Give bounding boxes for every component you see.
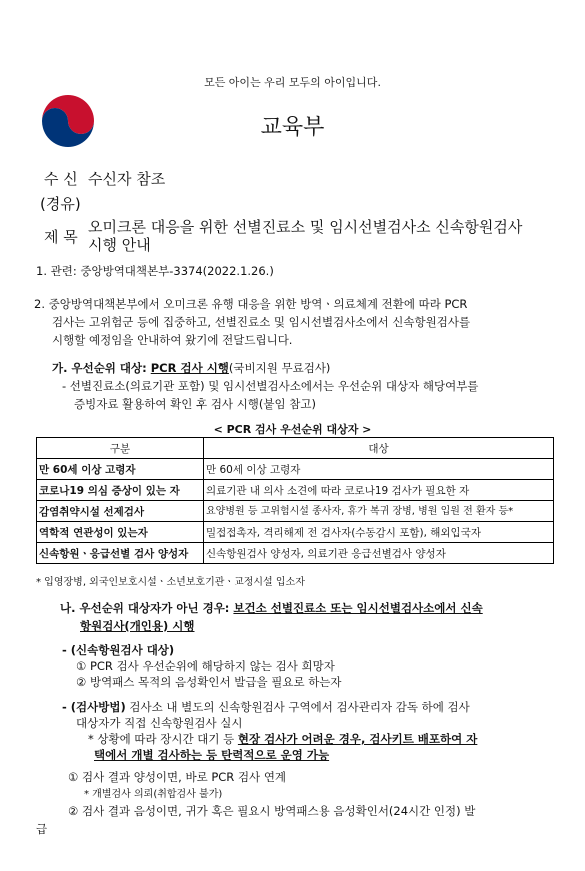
table-row <box>37 459 554 480</box>
subject-line-2: 시행 안내 <box>88 236 151 254</box>
result-negative-line-2: 급 <box>36 822 48 836</box>
section-ga-prefix: 가. 우선순위 대상: <box>52 361 151 375</box>
test-method-text: 검사소 내 별도의 신속항원검사 구역에서 검사관리자 감독 하에 검사 <box>125 700 470 714</box>
section-na-heading <box>60 599 483 617</box>
test-method-note-prefix: * 상황에 따라 장시간 대기 등 <box>88 732 238 746</box>
table-header-row <box>37 438 554 459</box>
table-cell-category: 코로나19 의심 증상이 있는 자 <box>37 480 204 501</box>
rapid-test-target-1: ① PCR 검사 우선순위에 해당하지 않는 검사 희망자 <box>76 659 335 673</box>
item2-line-2: 검사는 고위험군 등에 집중하고, 선별진료소 및 임시선별검사소에서 신속항원검사를 <box>52 315 471 329</box>
recipient-value: 수신자 참조 <box>88 170 166 188</box>
table-title: < PCR 검사 우선순위 대상자 > <box>213 423 372 436</box>
test-method-note-emphasis-2: 택에서 개별 검사하는 등 탄력적으로 운영 가능 <box>94 748 330 762</box>
table-cell-category: 만 60세 이상 고령자 <box>37 459 204 480</box>
section-ga-detail-2: 증빙자료 활용하여 확인 후 검사 시행(붙임 참고) <box>74 397 316 411</box>
table-cell-category: 신속항원ㆍ응급선별 검사 양성자 <box>37 543 204 564</box>
rapid-test-target-2: ② 방역패스 목적의 음성확인서 발급을 필요로 하는자 <box>76 675 342 689</box>
table-row <box>37 543 554 564</box>
result-positive: ① 검사 결과 양성이면, 바로 PCR 검사 연계 <box>68 770 287 784</box>
table-cell-target: 요양병원 등 고위험시설 종사자, 휴가 복귀 장병, 병원 입원 전 환자 등* <box>204 501 554 522</box>
test-method-note-emphasis: 현장 검사가 어려운 경우, 검사키트 배포하여 자 <box>237 732 478 746</box>
section-na-emphasis: 보건소 선별진료소 또는 임시선별검사소에서 신속 <box>233 601 483 615</box>
related-reference: 1. 관련: 중앙방역대책본부-3374(2022.1.26.) <box>36 264 274 278</box>
table-cell-category: 역학적 연관성이 있는자 <box>37 522 204 543</box>
table-cell-target: 신속항원검사 양성자, 의료기관 응급선별검사 양성자 <box>204 543 554 564</box>
table-cell-target: 만 60세 이상 고령자 <box>204 459 554 480</box>
result-positive-note: * 개별검사 의뢰(취합검사 불가) <box>84 789 223 800</box>
item2-line-3: 시행할 예정임을 안내하여 왔기에 전달드립니다. <box>52 333 293 347</box>
section-na-emphasis-2: 항원검사(개인용) 시행 <box>80 619 195 633</box>
test-method-note-2 <box>94 746 329 764</box>
table-footnote: * 입영장병, 외국인보호시설ㆍ소년보호기관ㆍ교정시설 입소자 <box>36 577 305 588</box>
section-na-prefix: 나. 우선순위 대상자가 아닌 경우: <box>60 601 234 615</box>
subject-line-1: 오미크론 대응을 위한 선별진료소 및 임시선별검사소 신속항원검사 <box>88 218 523 236</box>
table-row <box>37 480 554 501</box>
via-label: (경유) <box>40 195 81 213</box>
section-na-heading-2 <box>80 617 195 635</box>
section-ga-suffix: (국비지원 무료검사) <box>228 361 331 375</box>
table-header-target: 대상 <box>204 438 554 459</box>
test-method-title: - (검사방법) <box>62 700 126 714</box>
ministry-title: 교육부 <box>260 115 325 140</box>
subject-label: 제 목 <box>44 228 78 246</box>
table-header-category: 구분 <box>37 438 204 459</box>
table-row <box>37 501 554 522</box>
rapid-test-target-title-text: - (신속항원검사 대상) <box>62 643 175 657</box>
result-negative-line-1: ② 검사 결과 음성이면, 귀가 혹은 필요시 방역패스용 음성확인서(24시간 인정) 발 <box>68 804 476 818</box>
section-ga-heading <box>52 359 330 377</box>
table-row <box>37 522 554 543</box>
table-cell-target: 의료기관 내 의사 소견에 따라 코로나19 검사가 필요한 자 <box>204 480 554 501</box>
section-ga-emphasis: PCR 검사 시행 <box>150 361 229 375</box>
test-method-line-2: 대상자가 직접 신속항원검사 실시 <box>76 716 243 730</box>
priority-table <box>36 437 554 564</box>
slogan: 모든 아이는 우리 모두의 아이입니다. <box>204 76 381 89</box>
table-cell-category: 감염취약시설 선제검사 <box>37 501 204 522</box>
item2-line-1: 2. 중앙방역대책본부에서 오미크론 유행 대응을 위한 방역ㆍ의료체계 전환에 따라 PCR <box>34 297 468 311</box>
section-ga-detail-1: - 선별진료소(의료기관 포함) 및 임시선별검사소에서는 우선순위 대상자 해당여부를 <box>62 379 479 393</box>
table-cell-target: 밀접접촉자, 격리해제 전 검사자(수동감시 포함), 해외입국자 <box>204 522 554 543</box>
recipient-label: 수 신 <box>44 170 78 188</box>
